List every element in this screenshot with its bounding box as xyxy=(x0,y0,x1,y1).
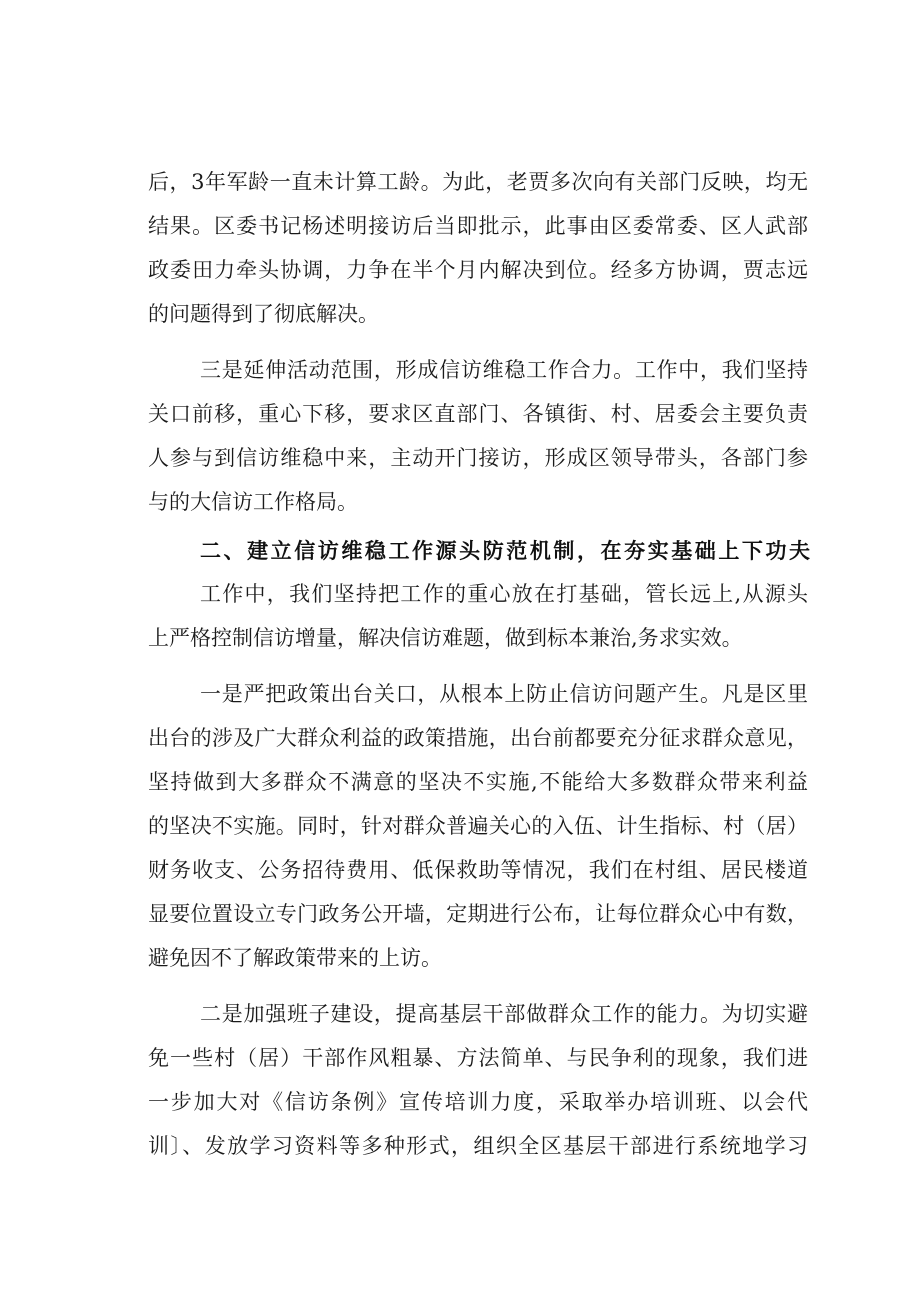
paragraph-2-line-1: 三是延伸活动范围，形成信访维稳工作合力。工作中，我们坚持 xyxy=(200,358,808,382)
paragraph-4-line-3: 坚持做到大多群众不满意的坚决不实施,不能给大多数群众带来利益 xyxy=(148,770,808,794)
paragraph-3-line-2: 上严格控制信访增量，解决信访难题，做到标本兼治,务求实效。 xyxy=(148,626,743,650)
paragraph-2-line-2: 关口前移，重心下移，要求区直部门、各镇街、村、居委会主要负责 xyxy=(148,402,808,426)
paragraph-1-line-1: 后，3年军龄一直未计算工龄。为此，老贾多次向有关部门反映，均无 xyxy=(148,170,808,194)
paragraph-4-line-4: 的坚决不实施。同时，针对群众普遍关心的入伍、计生指标、村（居） xyxy=(148,814,808,838)
paragraph-3-line-1: 工作中，我们坚持把工作的重心放在打基础，管长远上,从源头 xyxy=(200,582,808,606)
paragraph-5-line-3: 一步加大对《信访条例》宣传培训力度，采取举办培训班、以会代 xyxy=(148,1090,808,1114)
paragraph-2-line-4: 与的大信访工作格局。 xyxy=(148,490,358,514)
paragraph-4-line-7: 避免因不了解政策带来的上访。 xyxy=(148,946,442,970)
paragraph-2-line-3: 人参与到信访维稳中来，主动开门接访，形成区领导带头，各部门参 xyxy=(148,446,808,470)
section-heading: 二、建立信访维稳工作源头防范机制，在夯实基础上下功夫 xyxy=(200,539,810,563)
paragraph-5-line-4: 训〕、发放学习资料等多种形式，组织全区基层干部进行系统地学习 xyxy=(148,1134,808,1158)
paragraph-1-line-2: 结果。区委书记杨述明接访后当即批示，此事由区委常委、区人武部 xyxy=(148,214,808,238)
paragraph-5-line-1: 二是加强班子建设，提高基层干部做群众工作的能力。为切实避 xyxy=(200,1002,808,1026)
paragraph-5-line-2: 免一些村（居）干部作风粗暴、方法简单、与民争利的现象，我们进 xyxy=(148,1046,808,1070)
paragraph-1-line-4: 的问题得到了彻底解决。 xyxy=(148,302,379,326)
paragraph-4-line-6: 显要位置设立专门政务公开墙，定期进行公布，让每位群众心中有数， xyxy=(148,902,808,926)
paragraph-4-line-1: 一是严把政策出台关口，从根本上防止信访问题产生。凡是区里 xyxy=(200,682,808,706)
paragraph-1-line-3: 政委田力牵头协调，力争在半个月内解决到位。经多方协调，贾志远 xyxy=(148,258,808,282)
paragraph-4-line-2: 出台的涉及广大群众利益的政策措施，出台前都要充分征求群众意见， xyxy=(148,726,808,750)
paragraph-4-line-5: 财务收支、公务招待费用、低保救助等情况，我们在村组、居民楼道 xyxy=(148,858,808,882)
